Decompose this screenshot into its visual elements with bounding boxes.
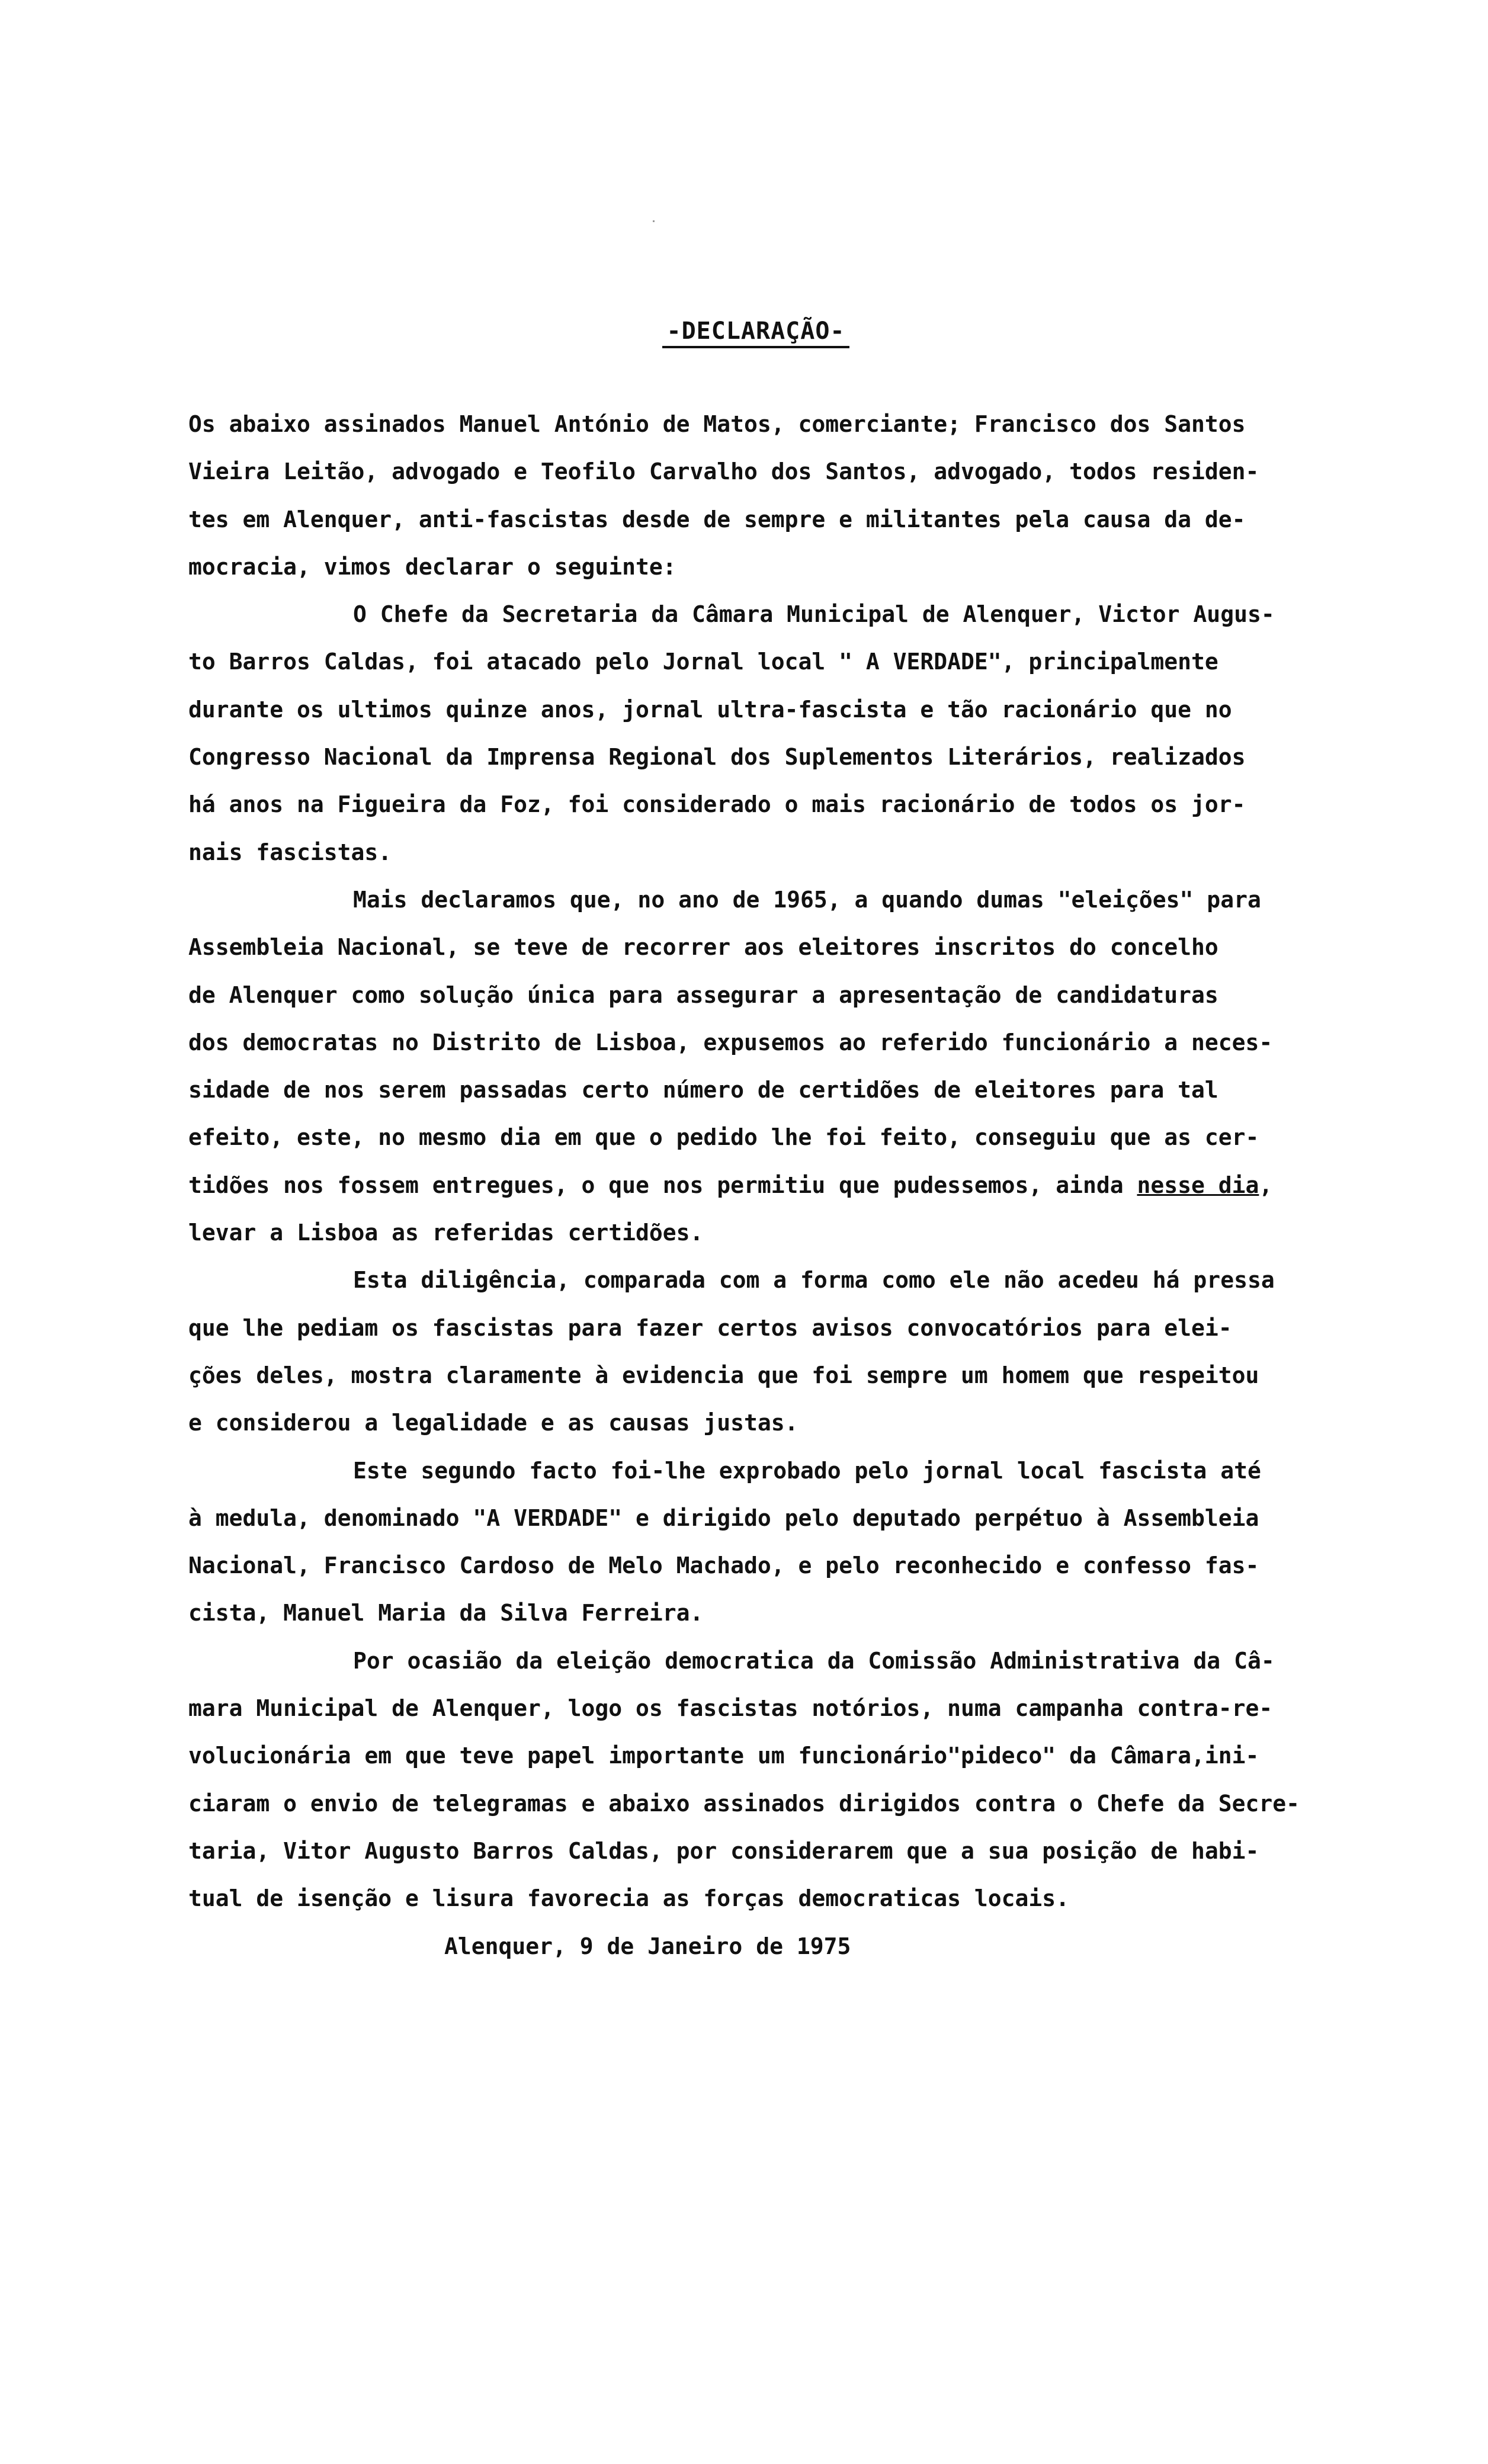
document-title-text: -DECLARAÇÃO- [662,317,850,348]
text-line-content: taria, Vitor Augusto Barros Caldas, por considerarem que a sua posição de habi- [188,1837,1259,1864]
text-line [188,448,1379,495]
text-line [188,1780,1379,1827]
text-line-content: to Barros Caldas, foi atacado pelo Jornal local " A VERDADE", principalmente [188,649,1218,675]
text-line-content: Alenquer, 9 de Janeiro de 1975 [444,1933,851,1959]
text-line [188,1494,1379,1542]
text-line [188,638,1379,685]
text-line [188,1875,1379,1922]
text-line [188,1542,1379,1589]
text-line-content: Por ocasião da eleição democratica da Comissão Administrativa da Câ- [353,1647,1275,1674]
text-line [188,1637,1379,1685]
text-line-content: sidade de nos serem passadas certo número de certidões de eleitores para tal [188,1077,1218,1103]
text-line-content: à medula, denominado "A VERDADE" e dirigido pelo deputado perpétuo à Assembleia [188,1504,1259,1531]
text-line [188,1019,1379,1066]
text-line-content: levar a Lisboa as referidas certidões. [188,1220,704,1246]
text-line [188,1685,1379,1732]
text-line-content: ções deles, mostra claramente à evidencia que foi sempre um homem que respeitou [188,1362,1259,1388]
document-body [188,400,1379,1970]
text-line [188,686,1379,733]
text-line-content: tes em Alenquer, anti-fascistas desde de sempre e militantes pela causa da de- [188,506,1246,532]
text-line-content: Congresso Nacional da Imprensa Regional dos Suplementos Literários, realizados [188,744,1246,771]
text-line-content: durante os ultimos quinze anos, jornal ultra-fascista e tão racionário que no [188,696,1232,723]
text-line-content: tual de isenção e lisura favorecia as forças democraticas locais. [188,1885,1070,1912]
text-line [188,1732,1379,1779]
text-line [188,543,1379,591]
text-line [188,1447,1379,1494]
text-line [188,1827,1379,1875]
scan-speck [653,220,655,222]
text-line [188,829,1379,876]
text-line [188,1352,1379,1399]
text-line-content: nais fascistas. [188,839,392,865]
text-line-content: Esta diligência, comparada com a forma como ele não acedeu há pressa [353,1267,1275,1294]
text-line [188,876,1379,923]
underlined-phrase: nesse dia [1137,1172,1259,1198]
text-line-content: Mais declaramos que, no ano de 1965, a quando dumas "eleições" para [353,886,1261,913]
text-line [188,1066,1379,1114]
text-line [188,733,1379,781]
text-line-content: O Chefe da Secretaria da Câmara Municipal de Alenquer, Victor Augus- [353,601,1275,628]
text-line-content: efeito, este, no mesmo dia em que o pedido lhe foi feito, conseguiu que as cer- [188,1124,1259,1151]
text-line [188,1256,1379,1304]
text-line-content: e considerou a legalidade e as causas justas. [188,1410,798,1436]
text-line [188,1114,1379,1161]
text-line [188,1304,1379,1352]
text-line [188,496,1379,543]
text-line [188,923,1379,971]
text-line-content: de Alenquer como solução única para assegurar a apresentação de candidaturas [188,981,1218,1008]
text-line-content: dos democratas no Distrito de Lisboa, expusemos ao referido funcionário a neces- [188,1029,1273,1055]
closing-date-line [188,1923,1379,1970]
text-line [188,1589,1379,1637]
text-line-content: há anos na Figueira da Foz, foi considerado o mais racionário de todos os jor- [188,791,1246,818]
text-line-content: volucionária em que teve papel importante um funcionário"pideco" da Câmara,ini- [188,1743,1259,1769]
text-line-content: mara Municipal de Alenquer, logo os fascistas notórios, numa campanha contra-re- [188,1695,1273,1722]
text-line [188,1162,1379,1209]
text-line [188,1209,1379,1256]
text-line [188,1399,1379,1446]
text-line-content: que lhe pediam os fascistas para fazer certos avisos convocatórios para elei- [188,1314,1232,1341]
text-line-content: Assembleia Nacional, se teve de recorrer aos eleitores inscritos do concelho [188,934,1218,961]
line-punctuation: , [1259,1172,1273,1198]
text-line-content: cista, Manuel Maria da Silva Ferreira. [188,1600,704,1626]
text-line-content: Este segundo facto foi-lhe exprobado pelo jornal local fascista até [353,1457,1261,1484]
text-line-content: Os abaixo assinados Manuel António de Matos, comerciante; Francisco dos Santos [188,411,1246,437]
text-line-content: ciaram o envio de telegramas e abaixo assinados dirigidos contra o Chefe da Secre- [188,1790,1300,1817]
text-line [188,400,1379,448]
text-line [188,591,1379,638]
text-line-content: Vieira Leitão, advogado e Teofilo Carvalho dos Santos, advogado, todos residen- [188,458,1259,485]
text-line-content: mocracia, vimos declarar o seguinte: [188,553,676,580]
document-title [0,317,1488,348]
text-line [188,971,1379,1019]
text-line [188,781,1379,828]
text-line-content: Nacional, Francisco Cardoso de Melo Machado, e pelo reconhecido e confesso fas- [188,1552,1259,1579]
text-line-content: tidões nos fossem entregues, o que nos permitiu que pudessemos, ainda [188,1172,1137,1198]
